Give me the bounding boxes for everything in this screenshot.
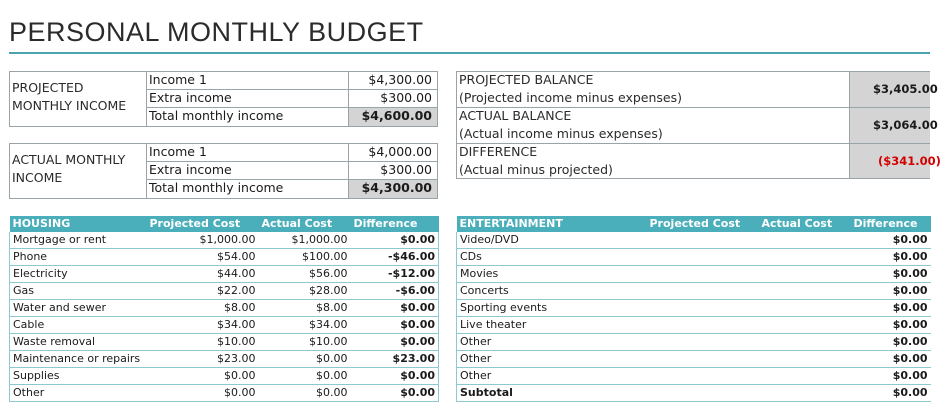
projected-cost[interactable]: $0.00 — [147, 385, 259, 402]
actual-cost[interactable] — [759, 249, 851, 266]
difference: $0.00 — [851, 249, 931, 266]
table-row — [457, 283, 931, 300]
table-row — [10, 300, 439, 317]
act-extra-value[interactable]: $300.00 — [380, 162, 432, 177]
act-total-label: Total monthly income — [149, 180, 284, 195]
expense-name: Concerts — [457, 283, 647, 300]
actual-cost[interactable]: $1,000.00 — [259, 232, 351, 249]
difference: -$6.00 — [351, 283, 439, 300]
entertainment-header: ENTERTAINMENT — [457, 216, 647, 232]
table-row — [457, 249, 931, 266]
difference: $0.00 — [851, 351, 931, 368]
actual-balance-sub: (Actual income minus expenses) — [459, 126, 663, 141]
housing-header: HOUSING — [10, 216, 147, 232]
difference: -$12.00 — [351, 266, 439, 283]
expense-name: Supplies — [10, 368, 147, 385]
table-row — [457, 317, 931, 334]
difference: $0.00 — [351, 232, 439, 249]
housing-table — [9, 216, 439, 402]
difference: $0.00 — [351, 317, 439, 334]
expense-name: Electricity — [10, 266, 147, 283]
table-row — [457, 368, 931, 385]
table-row — [457, 232, 931, 249]
act-income1-value[interactable]: $4,000.00 — [368, 144, 432, 159]
difference-sub: (Actual minus projected) — [459, 162, 613, 177]
projected-balance-sub: (Projected income minus expenses) — [459, 90, 682, 105]
table-row — [10, 385, 439, 402]
actual-cost[interactable] — [759, 317, 851, 334]
proj-extra-label: Extra income — [149, 90, 232, 105]
projected-cost[interactable]: $0.00 — [147, 368, 259, 385]
projected-income-label-1: PROJECTED — [12, 80, 84, 95]
projected-cost-header: Projected Cost — [147, 216, 259, 232]
projected-cost[interactable]: $34.00 — [147, 317, 259, 334]
projected-cost[interactable]: $22.00 — [147, 283, 259, 300]
table-row — [10, 232, 439, 249]
actual-cost[interactable] — [759, 232, 851, 249]
table-row — [457, 334, 931, 351]
expense-name: Live theater — [457, 317, 647, 334]
actual-cost[interactable]: $0.00 — [259, 351, 351, 368]
table-row — [10, 334, 439, 351]
projected-cost[interactable] — [647, 300, 759, 317]
difference: $0.00 — [851, 300, 931, 317]
expense-name: Cable — [10, 317, 147, 334]
expense-name: Waste removal — [10, 334, 147, 351]
difference: $0.00 — [351, 334, 439, 351]
difference: $0.00 — [851, 266, 931, 283]
table-row — [10, 317, 439, 334]
proj-total-label: Total monthly income — [149, 108, 284, 123]
expense-name: Mortgage or rent — [10, 232, 147, 249]
subtotal-label: Subtotal — [457, 385, 647, 402]
projected-cost[interactable] — [647, 249, 759, 266]
expense-name: Phone — [10, 249, 147, 266]
projected-cost — [647, 385, 759, 402]
expense-name: Movies — [457, 266, 647, 283]
difference: $0.00 — [851, 283, 931, 300]
difference: $23.00 — [351, 351, 439, 368]
actual-cost[interactable]: $0.00 — [259, 385, 351, 402]
actual-balance-value: $3,064.00 — [873, 118, 938, 132]
actual-cost[interactable] — [759, 300, 851, 317]
entertainment-table — [456, 216, 931, 402]
actual-income-label-1: ACTUAL MONTHLY — [12, 152, 126, 167]
difference-value: ($341.00) — [878, 154, 941, 168]
projected-cost[interactable]: $44.00 — [147, 266, 259, 283]
projected-cost[interactable]: $23.00 — [147, 351, 259, 368]
actual-cost[interactable]: $8.00 — [259, 300, 351, 317]
difference: -$46.00 — [351, 249, 439, 266]
table-row — [457, 300, 931, 317]
expense-name: Other — [457, 334, 647, 351]
table-row — [10, 249, 439, 266]
difference-label: DIFFERENCE — [459, 144, 538, 159]
actual-balance-label: ACTUAL BALANCE — [459, 108, 572, 123]
difference: $0.00 — [851, 368, 931, 385]
proj-total-value: $4,600.00 — [361, 108, 432, 123]
difference-header: Difference — [351, 216, 439, 232]
expense-name: Video/DVD — [457, 232, 647, 249]
actual-cost[interactable]: $0.00 — [259, 368, 351, 385]
page-title: PERSONAL MONTHLY BUDGET — [9, 17, 424, 47]
projected-cost[interactable] — [647, 283, 759, 300]
actual-cost[interactable]: $56.00 — [259, 266, 351, 283]
expense-name: CDs — [457, 249, 647, 266]
expense-name: Sporting events — [457, 300, 647, 317]
actual-cost[interactable]: $100.00 — [259, 249, 351, 266]
actual-cost[interactable] — [759, 351, 851, 368]
difference: $0.00 — [351, 300, 439, 317]
projected-cost[interactable] — [647, 368, 759, 385]
actual-income-label-2: INCOME — [12, 170, 63, 185]
housing-header-row — [10, 216, 439, 232]
expense-name: Other — [457, 351, 647, 368]
proj-extra-value[interactable]: $300.00 — [380, 90, 432, 105]
expense-name: Other — [10, 385, 147, 402]
title-underline — [9, 52, 930, 54]
projected-balance-label: PROJECTED BALANCE — [459, 72, 594, 87]
difference: $0.00 — [351, 368, 439, 385]
projected-balance-value: $3,405.00 — [873, 82, 938, 96]
difference-header: Difference — [851, 216, 931, 232]
actual-cost[interactable]: $28.00 — [259, 283, 351, 300]
entertainment-header-row — [457, 216, 931, 232]
projected-cost[interactable]: $1,000.00 — [147, 232, 259, 249]
table-row — [10, 368, 439, 385]
difference: $0.00 — [351, 385, 439, 402]
expense-name: Other — [457, 368, 647, 385]
expense-name: Water and sewer — [10, 300, 147, 317]
projected-income-label-2: MONTHLY INCOME — [12, 98, 127, 113]
difference: $0.00 — [851, 317, 931, 334]
projected-cost[interactable] — [647, 351, 759, 368]
projected-cost[interactable] — [647, 266, 759, 283]
table-row — [457, 385, 931, 402]
act-total-value: $4,300.00 — [361, 180, 432, 195]
proj-income1-label: Income 1 — [149, 72, 207, 87]
proj-income1-value[interactable]: $4,300.00 — [368, 72, 432, 87]
actual-cost[interactable] — [759, 266, 851, 283]
projected-cost-header: Projected Cost — [647, 216, 759, 232]
actual-cost[interactable] — [759, 283, 851, 300]
expense-name: Gas — [10, 283, 147, 300]
actual-cost — [759, 385, 851, 402]
actual-cost-header: Actual Cost — [759, 216, 851, 232]
difference: $0.00 — [851, 232, 931, 249]
projected-cost[interactable]: $54.00 — [147, 249, 259, 266]
actual-cost[interactable]: $34.00 — [259, 317, 351, 334]
difference: $0.00 — [851, 334, 931, 351]
projected-cost[interactable] — [647, 232, 759, 249]
act-income1-label: Income 1 — [149, 144, 207, 159]
expense-name: Maintenance or repairs — [10, 351, 147, 368]
actual-cost-header: Actual Cost — [259, 216, 351, 232]
projected-cost[interactable]: $10.00 — [147, 334, 259, 351]
actual-cost[interactable]: $10.00 — [259, 334, 351, 351]
projected-cost[interactable]: $8.00 — [147, 300, 259, 317]
table-row — [10, 283, 439, 300]
act-extra-label: Extra income — [149, 162, 232, 177]
subtotal-difference: $0.00 — [851, 385, 931, 402]
projected-cost[interactable] — [647, 334, 759, 351]
table-row — [10, 351, 439, 368]
actual-cost[interactable] — [759, 334, 851, 351]
table-row — [10, 266, 439, 283]
projected-cost[interactable] — [647, 317, 759, 334]
table-row — [457, 266, 931, 283]
actual-cost[interactable] — [759, 368, 851, 385]
table-row — [457, 351, 931, 368]
